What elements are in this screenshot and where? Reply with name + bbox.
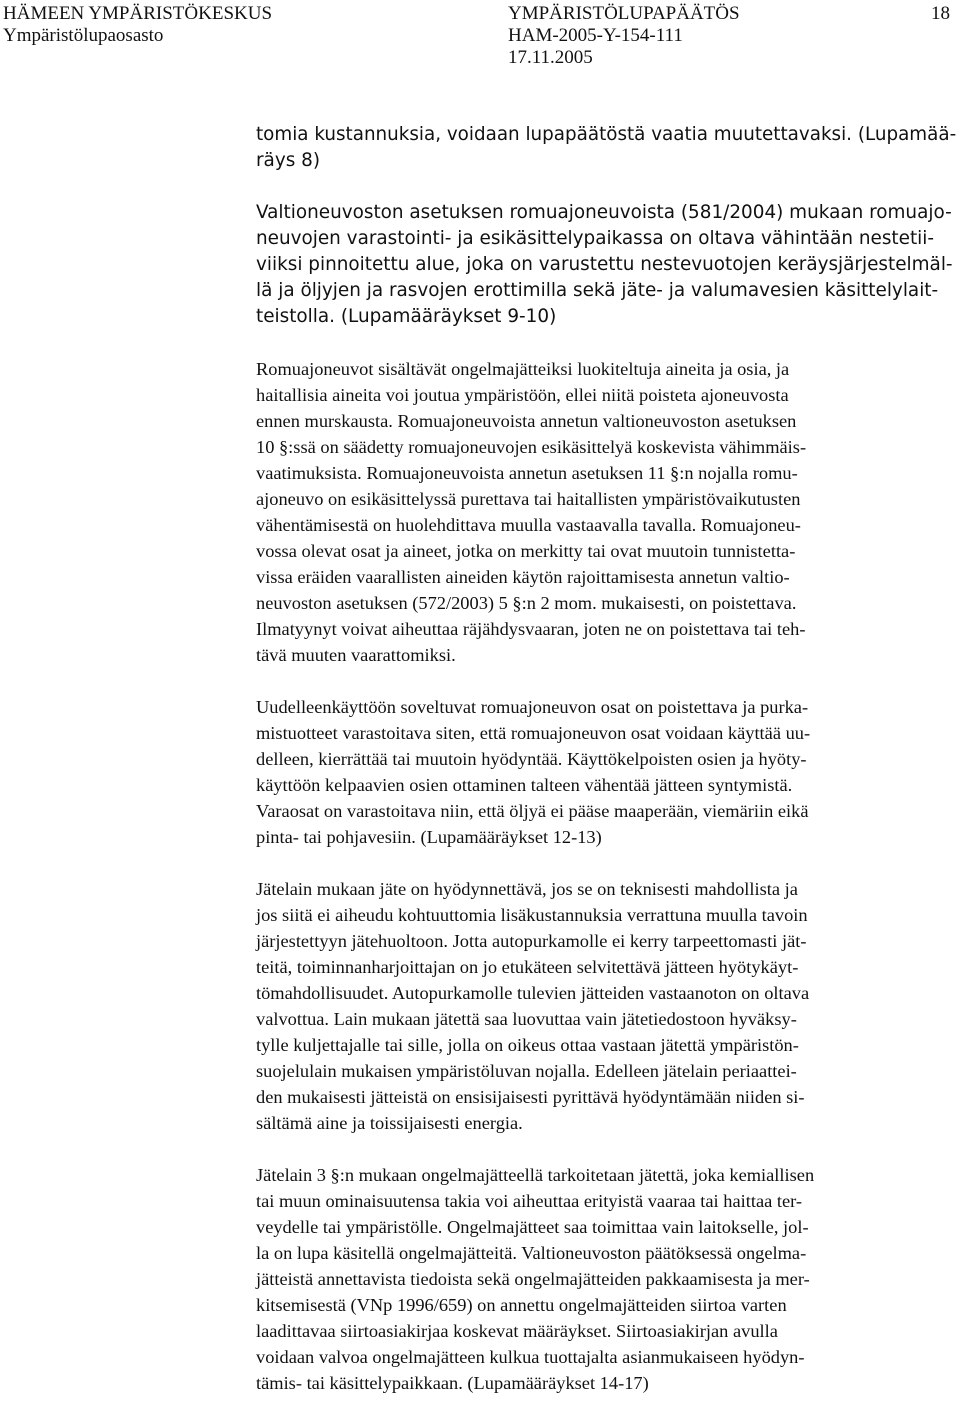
page-number: 18 xyxy=(931,3,950,24)
text-line: den mukaisesti jätteistä on ensisijaisesti pyrittävä hyödyntämään niiden si- xyxy=(256,1087,805,1107)
text-line: lä ja öljyjen ja rasvojen erottimilla sekä jäte- ja valumavesien käsittelylait- xyxy=(256,280,939,301)
text-line: tävä muuten vaarattomiksi. xyxy=(256,645,456,665)
text-line: voidaan valvoa ongelmajätteen kulkua tuottajalta asianmukaiseen hyödyn- xyxy=(256,1347,805,1367)
text-line: laadittavaa siirtoasiakirjaa koskevat määräykset. Siirtoasiakirjan avulla xyxy=(256,1321,778,1341)
header-decision-info xyxy=(508,3,740,69)
text-line: veydelle tai ympäristölle. Ongelmajätteet saa toimittaa vain laitokselle, jol- xyxy=(256,1217,809,1237)
text-line: Jätelain 3 §:n mukaan ongelmajätteellä tarkoitetaan jätettä, joka kemiallisen xyxy=(256,1165,815,1185)
text-line: 10 §:ssä on säädetty romuajoneuvojen esikäsittelyä koskevista vähimmäis- xyxy=(256,437,807,457)
header-date: 17.11.2005 xyxy=(508,47,593,68)
text-line: vissa eräiden vaarallisten aineiden käytön rajoittamisesta annetun valtio- xyxy=(256,567,790,587)
text-line: Uudelleenkäyttöön soveltuvat romuajoneuvon osat on poistettava ja purka- xyxy=(256,697,809,717)
paragraph xyxy=(256,200,956,330)
text-line: tömahdollisuudet. Autopurkamolle tulevien jätteiden vastaanoton on oltava xyxy=(256,983,810,1003)
text-line: la on lupa käsitellä ongelmajätteitä. Valtioneuvoston päätöksessä ongelma- xyxy=(256,1243,807,1263)
header-reference-number: HAM-2005-Y-154-111 xyxy=(508,25,683,46)
text-line: teitä, toiminnanharjoittajan on jo etukäteen selvitettävä jätteen hyötykäyt- xyxy=(256,957,799,977)
text-line: ennen murskausta. Romuajoneuvoista annetun valtioneuvoston asetuksen xyxy=(256,411,797,431)
text-line: valvottua. Lain mukaan jätettä saa luovuttaa vain jätetiedostoon hyväksy- xyxy=(256,1009,797,1029)
text-line: Romuajoneuvot sisältävät ongelmajätteiksi luokiteltuja aineita ja osia, ja xyxy=(256,359,790,379)
text-line: Valtioneuvoston asetuksen romuajoneuvoista (581/2004) mukaan romuajo- xyxy=(256,202,952,223)
header-department: Ympäristölupaosasto xyxy=(3,25,164,46)
header-document-type: YMPÄRISTÖLUPAPÄÄTÖS xyxy=(508,3,740,24)
text-line: pinta- tai pohjavesiin. (Lupamääräykset 12-13) xyxy=(256,827,602,847)
text-line: kitsemisestä (VNp 1996/659) on annettu ongelmajätteiden siirtoa varten xyxy=(256,1295,787,1315)
text-line: viiksi pinnoitettu alue, joka on varustettu nestevuotojen keräysjärjestelmäl- xyxy=(256,254,953,275)
text-line: jos siitä ei aiheudu kohtuuttomia lisäkustannuksia verrattuna muulla tavoin xyxy=(256,905,808,925)
document-body xyxy=(256,122,956,1396)
paragraph xyxy=(256,694,956,850)
text-line: Varaosat on varastoitava niin, että öljyä ei pääse maaperään, viemäriin eikä xyxy=(256,801,809,821)
text-line: neuvoston asetuksen (572/2003) 5 §:n 2 mom. mukaisesti, on poistettava. xyxy=(256,593,797,613)
text-line: vossa olevat osat ja aineet, jotka on merkitty tai ovat muutoin tunnistetta- xyxy=(256,541,796,561)
header-organization xyxy=(3,3,272,47)
text-line: tämis- tai käsittelypaikkaan. (Lupamääräykset 14-17) xyxy=(256,1373,649,1393)
paragraph xyxy=(256,876,956,1136)
paragraph xyxy=(256,356,956,668)
text-line: tai muun ominaisuutensa takia voi aiheuttaa erityistä vaaraa tai haittaa ter- xyxy=(256,1191,803,1211)
text-line: delleen, kierrättää tai muutoin hyödyntää. Käyttökelpoisten osien ja hyöty- xyxy=(256,749,807,769)
text-line: vähentämisestä on huolehdittava muulla vastaavalla tavalla. Romuajoneu- xyxy=(256,515,801,535)
text-line: vaatimuksista. Romuajoneuvoista annetun asetuksen 11 §:n nojalla romu- xyxy=(256,463,798,483)
text-line: Ilmatyynyt voivat aiheuttaa räjähdysvaaran, joten ne on poistettava tai teh- xyxy=(256,619,806,639)
text-line: ajoneuvo on esikäsittelyssä purettava tai haitallisten ympäristövaikutusten xyxy=(256,489,801,509)
text-line: Jätelain mukaan jäte on hyödynnettävä, jos se on teknisesti mahdollista ja xyxy=(256,879,798,899)
paragraph xyxy=(256,122,956,174)
text-line: teistolla. (Lupamääräykset 9-10) xyxy=(256,306,557,327)
text-line: tylle kuljettajalle tai sille, jolla on oikeus ottaa vastaan jätettä ympäristön- xyxy=(256,1035,799,1055)
text-line: käyttöön kelpaavien osien ottaminen talteen vähentää jätteen syntymistä. xyxy=(256,775,793,795)
text-line: järjestettyyn jätehuoltoon. Jotta autopurkamolle ei kerry tarpeettomasti jät- xyxy=(256,931,807,951)
text-line: mistuotteet varastoitava siten, että romuajoneuvon osat voidaan käyttää uu- xyxy=(256,723,811,743)
text-line: jätteistä annettavista tiedoista sekä ongelmajätteiden pakkaamisesta ja mer- xyxy=(256,1269,810,1289)
text-line: tomia kustannuksia, voidaan lupapäätöstä vaatia muutettavaksi. (Lupamää- xyxy=(256,124,957,145)
text-line: räys 8) xyxy=(256,150,321,171)
text-line: neuvojen varastointi- ja esikäsittelypaikassa on oltava vähintään nestetii- xyxy=(256,228,935,249)
paragraph xyxy=(256,1162,956,1396)
text-line: sältämä aine ja toissijaisesti energia. xyxy=(256,1113,523,1133)
text-line: haitallisia aineita voi joutua ympäristöön, ellei niitä poisteta ajoneuvosta xyxy=(256,385,789,405)
text-line: suojelulain mukaisen ympäristöluvan nojalla. Edelleen jätelain periaattei- xyxy=(256,1061,797,1081)
header-agency: HÄMEEN YMPÄRISTÖKESKUS xyxy=(3,3,273,24)
